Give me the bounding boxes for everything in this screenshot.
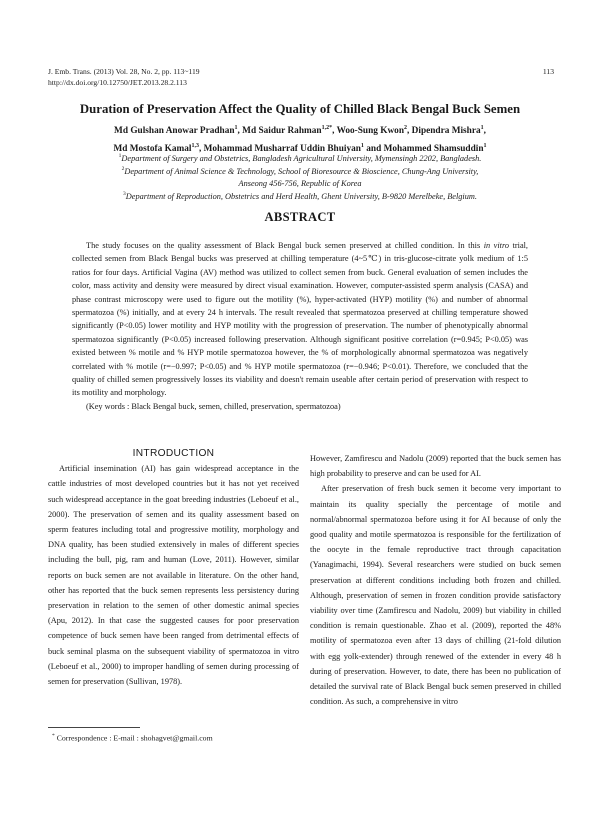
abstract-heading: ABSTRACT [264, 210, 336, 224]
author-separator: , [198, 144, 204, 155]
affiliation-list [60, 151, 540, 203]
affiliation-text: Department of Animal Science & Technology, School of Bioresource & Bioscience, Chung-Ang University, [124, 167, 479, 177]
author: Mohammed Shamsuddin [383, 144, 484, 155]
author-affil-mark: 1 [480, 125, 484, 131]
keywords: (Key words : Black Bengal buck, semen, chilled, preservation, spermatozoa) [86, 401, 341, 411]
section-heading-introduction: INTRODUCTION [132, 448, 215, 459]
affiliation [60, 151, 540, 164]
affiliation-mark: 2 [121, 166, 125, 173]
right-column [310, 451, 561, 709]
abstract-paragraph [72, 239, 528, 400]
author-separator: and [363, 144, 384, 155]
footnote-text: Correspondence : E-mail : shohagvet@gmail.com [56, 733, 213, 743]
author-line-1 [40, 121, 560, 139]
body-paragraph: After preservation of fresh buck semen it become very important to maintain its quality specially the percentage of motile and normal/abnormal spermatozoa before using it for AI because of only the good quality and motile spermatozoa is responsible for the fertilization of the oocyte in the female reproductive tract through capacitation (Yanagimachi, 1994). Several researchers were studied on buck semen preservation at different conditions including both frozen and chilled. Although, preservation of semen in frozen condition provide satisfactory viability over time (Zamfirescu and Nadolu, 2009) but viability in chilled condition is remain questionable. Zhao et al. (2009), reported the 48% motility of spermatozoa even after 13 days of chilling (21-fold dilution with egg yolk-extender) through renewed of the extender in every 48 h during of preservation. However, to date, there has been no publication of detailed the survival rate of Black Bengal buck semen preserved in chilled condition. As such, a comprehensive in vitro [310, 484, 561, 707]
author: Woo-Sung Kwon [336, 126, 404, 137]
footnote [52, 731, 213, 744]
affiliation [60, 189, 540, 202]
page-number: 113 [542, 67, 554, 76]
author: Dipendra Mishra [411, 126, 481, 137]
author-affil-mark: 1 [360, 143, 364, 150]
author-separator: , [407, 126, 412, 137]
affiliation-mark: 3 [123, 191, 126, 198]
author-affil-mark: 1 [234, 125, 238, 131]
author-affil-mark: 1 [483, 143, 487, 150]
footnote-mark: * [52, 733, 55, 739]
author: Mohammad Musharraf Uddin Bhuiyan [203, 144, 361, 155]
author-affil-mark: 1,3 [191, 143, 199, 150]
author-affil-mark: 1,2* [321, 125, 333, 131]
affiliation [60, 164, 540, 177]
affiliation-text: Department of Surgery and Obstetrics, Bangladesh Agricultural University, Mymensingh 2202, Bangladesh. [121, 153, 482, 163]
body-paragraph: Artificial insemination (AI) has gain widespread acceptance in the cattle industries of most developed countries but it has not yet received such widespread acceptance in the goat breeding industries (Leboeuf et al., 2000). The preservation of semen and its quality assessment based on sperm features including total and progressive motility, morphology and DNA quality, has been studied extensively in males of different species including the bull, pig, ram and human (Love, 2011). However, similar reports on buck semen are not available in literature. On the other hand, other has reported that the buck semen represents less persistency during preservation in relation to the semen of other domestic animal species (Apu, 2012). In that case the suggested causes for poor preservation competence of buck semen have been ranged from detrimental effects of buck seminal plasma on the subsequent viability of spermatozoa in vitro (Leboeuf et al., 2000) to improper handling of semen during processing of semen for preservation (Sullivan, 1978). [48, 464, 299, 687]
author: Md Saidur Rahman [242, 126, 322, 137]
author-separator: , [237, 126, 243, 137]
affiliation [60, 178, 540, 190]
journal-header [48, 66, 554, 88]
doi-link[interactable]: http://dx.doi.org/10.12750/JET.2013.28.2.113 [48, 78, 187, 87]
author-separator: , [483, 126, 486, 137]
author-affil-mark: 2 [404, 125, 407, 131]
abstract-text: trial, collected semen from Black Bengal bucks was preserved at chilling temperature (4~5℃) in tris-glucose-citrate yolk medium of 1:5 ratios for four days. Artificial Vagina (AV) method was utilized to collect semen from buck. General evaluation of semen includes the color, mass activity and density were measured by direct visual examination. However, computer-assisted sperm analysis (CASA) and phase contrast microscopy were used to figure out the motility (%), hyper-activated (HYP) motility (%) and number of abnormal spermatozoa (%) initially, and at every 24 h intervals. The result revealed that spermatozoa preserved at chilling temperature showed significantly (P<0.05) lower motility and HYP motility with the progression of preservation. The number of phenotypically abnormal spermatozoa significantly (P<0.05) increased following preservation. Although significant positive correlation (r=0.945; P<0.05) was existed between % motile and % HYP motile spermatozoa however, the % of morphologically abnormal spermatozoa was negatively correlated with % motile (r=−0.997; P<0.05) and % HYP motile spermatozoa (r=−0.946; P<0.01). Therefore, we concluded that the quality of chilled semen progressively losses its viability and doesn't remain useable after certain period of preservation with respect to its motility and morphology. [72, 241, 529, 398]
left-column [48, 446, 299, 689]
affiliation-text: Anseong 456-756, Republic of Korea [238, 178, 362, 188]
affiliation-text: Department of Reproduction, Obstetrics and Herd Health, Ghent University, B-9820 Merelbeke, Belgium. [125, 192, 477, 202]
affiliation-mark: 1 [118, 153, 122, 159]
abstract-body [72, 239, 528, 413]
paper-title: Duration of Preservation Affect the Quality of Chilled Black Bengal Buck Semen [79, 102, 521, 116]
footnote-rule [48, 727, 140, 728]
journal-citation: J. Emb. Trans. (2013) Vol. 28, No. 2, pp. 113~119 [48, 67, 200, 76]
body-paragraph: However, Zamfirescu and Nadolu (2009) reported that the buck semen has high probability to preserve and can be used for AI. [310, 454, 561, 479]
author-separator: , [332, 126, 337, 137]
abstract-italic: in vitro [483, 241, 510, 250]
author: Md Gulshan Anowar Pradhan [114, 126, 235, 137]
abstract-text: The study focuses on the quality assessment of Black Bengal buck semen preserved at chilled condition. In this [86, 241, 481, 250]
author: Md Mostofa Kamal [113, 144, 192, 155]
